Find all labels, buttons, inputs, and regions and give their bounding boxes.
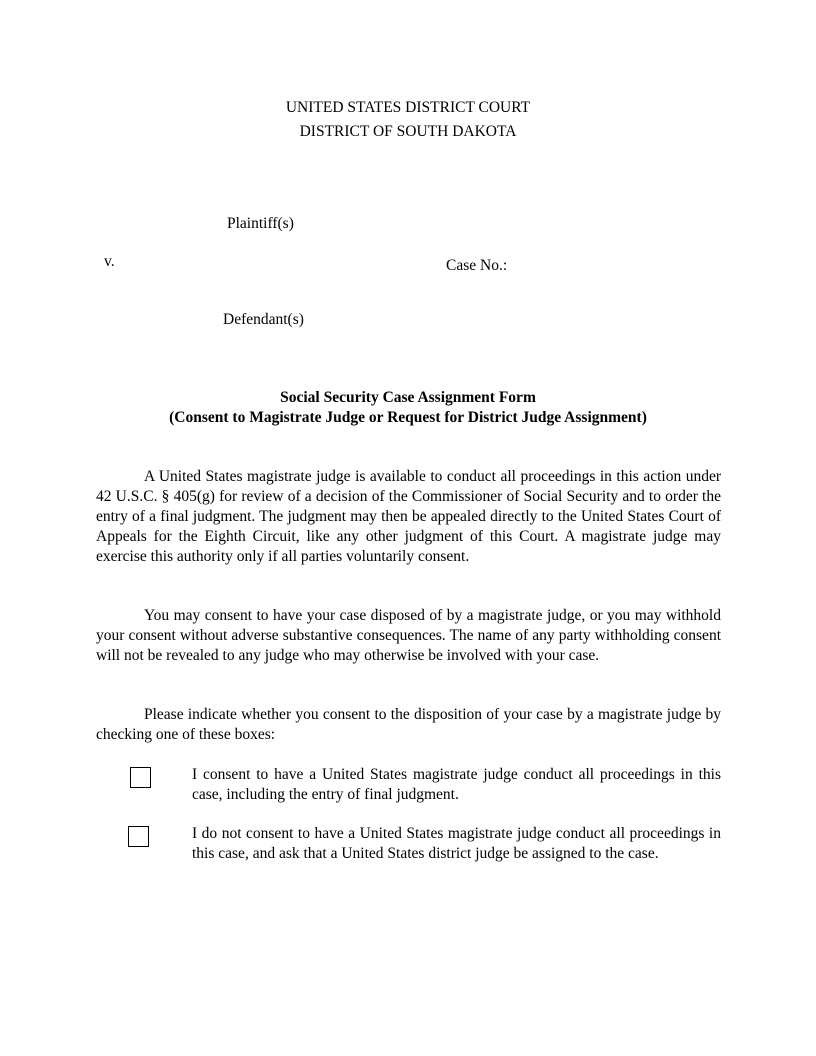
form-title-subtitle: (Consent to Magistrate Judge or Request for District Judge Assignment): [169, 409, 647, 426]
form-title: [0, 388, 816, 428]
paragraph-magistrate-availability: A United States magistrate judge is available to conduct all proceedings in this action under 42 U.S.C. § 405(g) for review of a decision of the Commissioner of Social Security and to order the entry of a final judgment. The judgment may then be appealed directly to the United States Court of Appeals for the Eighth Circuit, like any other judgment of this Court. A magistrate judge may exercise this authority only if all parties voluntarily consent.: [96, 468, 721, 565]
court-name: UNITED STATES DISTRICT COURT: [285, 99, 531, 116]
case-number-label: Case No.:: [446, 257, 508, 274]
versus-label: v.: [104, 253, 115, 270]
plaintiff-label: Plaintiff(s): [227, 215, 294, 232]
decline-consent-option-text: I do not consent to have a United States magistrate judge conduct all proceedings in this case, and ask that a United States district judge be assigned to the case.: [192, 825, 721, 862]
court-header: [0, 96, 816, 144]
defendant-label: Defendant(s): [223, 311, 304, 328]
form-title-main: Social Security Case Assignment Form: [280, 389, 536, 406]
paragraph-instructions: Please indicate whether you consent to the disposition of your case by a magistrate judge by checking one of these boxes:: [96, 706, 721, 743]
consent-checkbox[interactable]: [130, 767, 151, 788]
paragraph-consent-options: You may consent to have your case disposed of by a magistrate judge, or you may withhold your consent without adverse substantive consequences. The name of any party withholding consent will not be revealed to any judge who may otherwise be involved with your case.: [96, 607, 721, 664]
decline-consent-checkbox[interactable]: [128, 826, 149, 847]
consent-option-text: I consent to have a United States magistrate judge conduct all proceedings in this case, including the entry of final judgment.: [192, 766, 721, 803]
court-district: DISTRICT OF SOUTH DAKOTA: [299, 123, 517, 140]
